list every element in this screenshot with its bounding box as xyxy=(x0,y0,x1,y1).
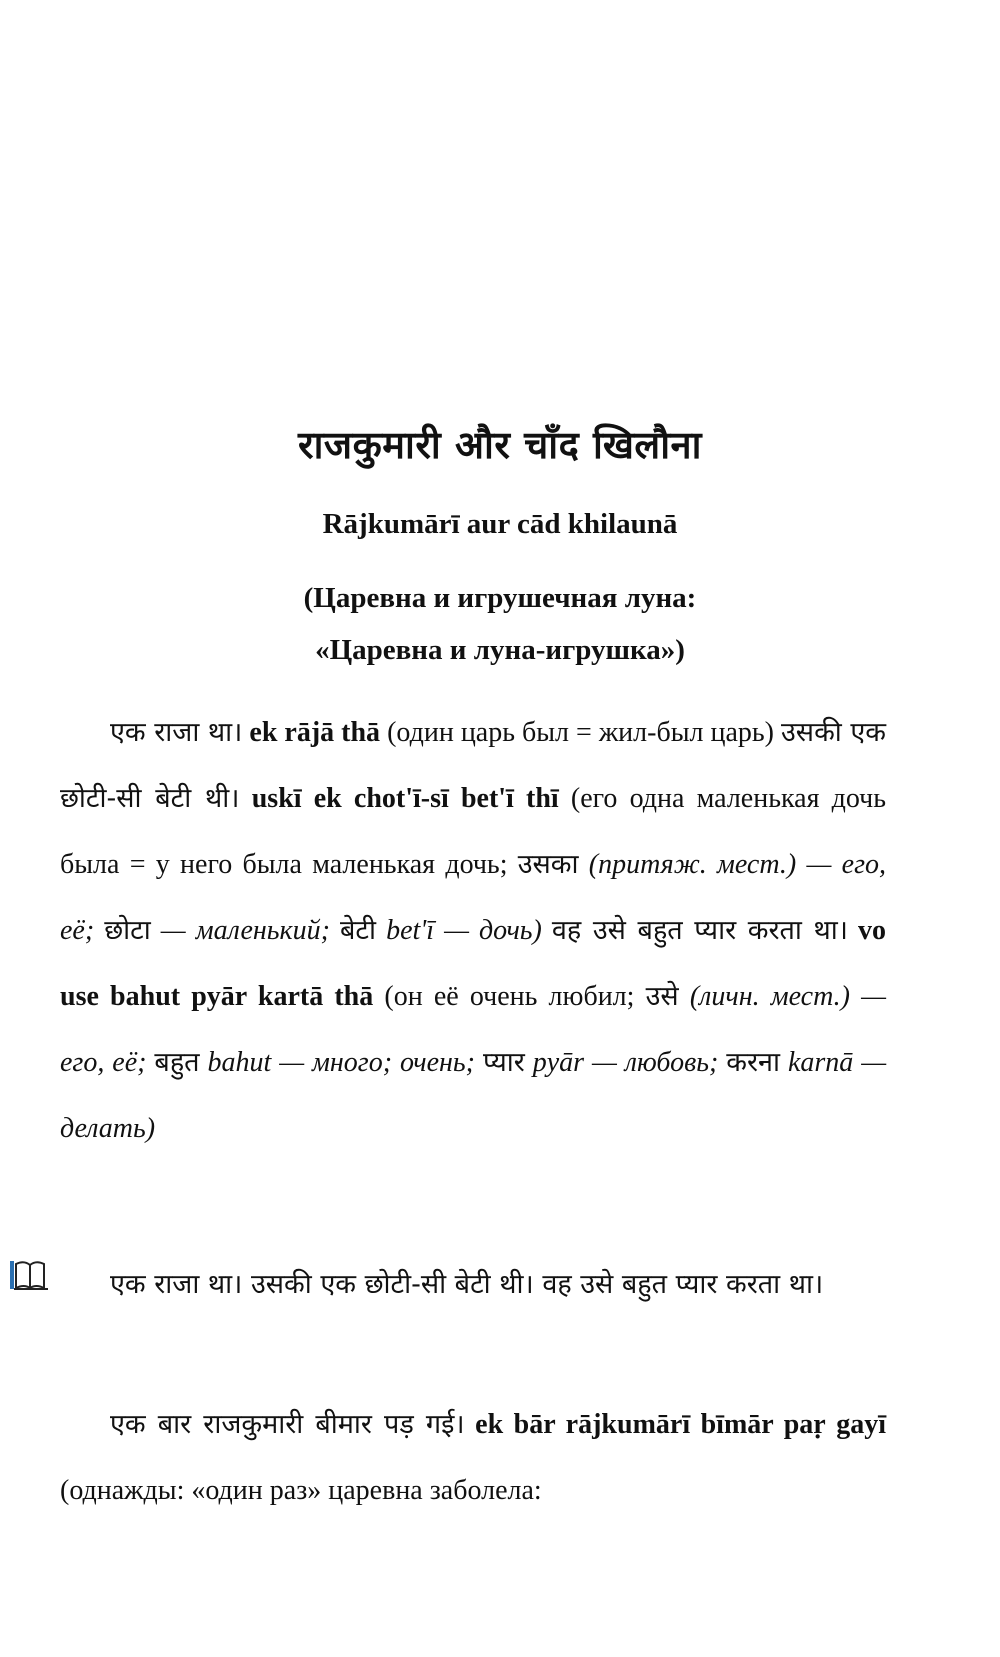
title-transliteration: Rājkumārī aur cād khilaunā xyxy=(322,508,678,540)
gloss-word: करना xyxy=(726,1047,781,1078)
gloss-meaning: — много; очень; xyxy=(279,1047,475,1078)
gloss-word: बहुत xyxy=(154,1047,200,1078)
gloss-word: उसका xyxy=(517,849,579,880)
glossed-paragraph-2 xyxy=(60,1392,886,1524)
hindi-sentence: उसकी एक छोटी-सी बेटी थी। xyxy=(60,717,887,814)
transliteration: ek bār rājkumārī bīmār paṛ gayī xyxy=(475,1409,887,1440)
gloss-meaning: (притяж. мест.) — его, её; xyxy=(60,849,887,946)
gloss-translit: bet'ī xyxy=(386,915,435,946)
transliteration: uskī ek chot'ī-sī bet'ī thī xyxy=(251,783,559,814)
reading-text: एक राजा था। उसकी एक छोटी-सी बेटी थी। वह उसे बहुत प्यार करता था। xyxy=(110,1269,824,1300)
gloss-translit: bahut xyxy=(207,1047,272,1078)
translation: (однажды: «один раз» царевна заболела: xyxy=(60,1475,542,1506)
title-russian-line1: (Царевна и игрушечная луна: xyxy=(303,582,697,614)
title-russian xyxy=(0,572,1000,676)
gloss-meaning: — маленький; xyxy=(160,915,330,946)
gloss-translit: pyār xyxy=(532,1047,585,1078)
gloss-meaning: — делать) xyxy=(60,1047,887,1144)
glossed-paragraph-1 xyxy=(60,700,886,1162)
open-book-icon xyxy=(8,1258,52,1292)
gloss-word: उसे xyxy=(645,981,679,1012)
hindi-sentence: एक बार राजकुमारी बीमार पड़ गई। xyxy=(110,1409,465,1440)
hindi-sentence: एक राजा था। xyxy=(110,717,243,748)
gloss-meaning: (личн. мест.) — его, её; xyxy=(60,981,887,1078)
reading-passage xyxy=(60,1252,886,1318)
gloss-word: छोटा xyxy=(104,915,151,946)
transliteration: ek rājā thā xyxy=(249,717,381,748)
title-hindi: राजकुमारी और चाँद खिलौना xyxy=(298,423,702,467)
gloss-meaning: — дочь) xyxy=(444,915,542,946)
gloss-word: प्यार xyxy=(482,1047,525,1078)
transliteration: vo use bahut pyār kartā thā xyxy=(60,915,887,1012)
translation: (его одна маленькая дочь была = у него была маленькая дочь; xyxy=(60,783,887,880)
gloss-translit: karnā xyxy=(787,1047,854,1078)
hindi-sentence: वह उसे बहुत प्यार करता था। xyxy=(551,915,848,946)
gloss-word: बेटी xyxy=(340,915,377,946)
gloss-meaning: — любовь; xyxy=(591,1047,719,1078)
title-russian-line2: «Царевна и луна-игрушка») xyxy=(315,634,685,666)
translation: (один царь был = жил-был царь) xyxy=(387,717,774,748)
translation: (он её очень любил; xyxy=(384,981,635,1012)
